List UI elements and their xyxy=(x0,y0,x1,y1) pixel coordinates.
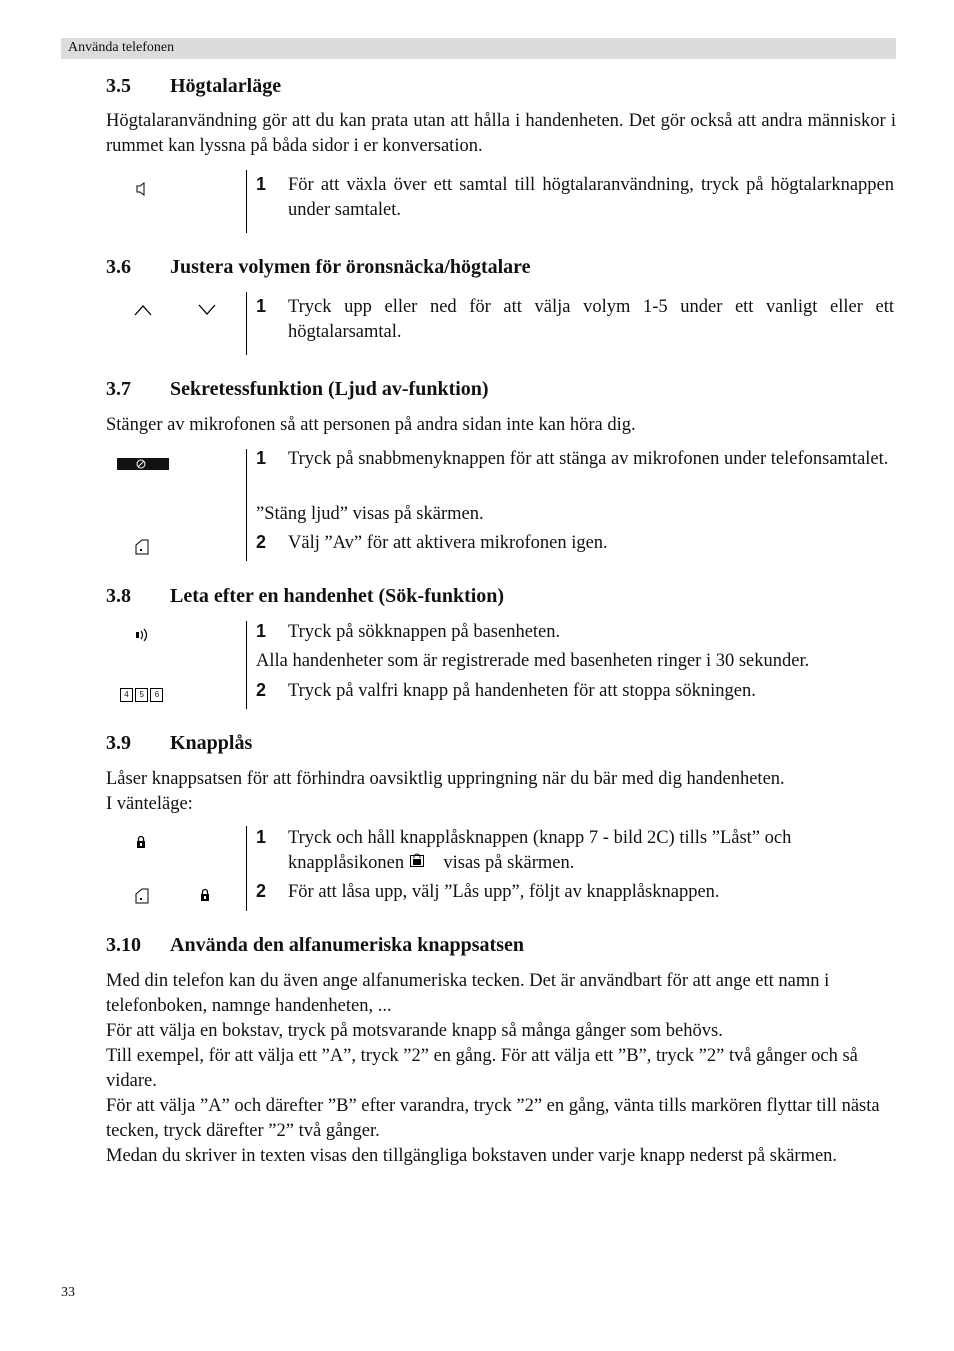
section-intro-3-5: Högtalaranvändning gör att du kan prata utan att hålla i handenheten. Det gör också att andra människor i rummet kan lyssna på båda sidor i er konversation. xyxy=(106,111,896,156)
section-title: Leta efter en handenhet (Sök-funktion) xyxy=(170,585,505,607)
step-note: Alla handenheter som är registrerade med basenheten ringer i 30 sekunder. xyxy=(256,651,810,671)
paging-icon xyxy=(134,627,150,648)
section-number: 3.7 xyxy=(106,378,131,400)
step-text: Tryck på valfri knapp på handenheten för att stoppa sökningen. xyxy=(288,681,756,701)
running-header xyxy=(61,38,896,59)
section-title: Sekretessfunktion (Ljud av-funktion) xyxy=(170,378,489,400)
section-heading-3-6 xyxy=(106,256,896,282)
key-icon: 4 xyxy=(120,688,133,702)
step-divider xyxy=(246,826,247,911)
step-text: För att växla över ett samtal till högtalaranvändning, tryck på högtalarknappen under samtalet. xyxy=(288,175,894,220)
body-paragraph: För att välja ”A” och därefter ”B” efter varandra, tryck ”2” en gång, vänta tills markören flyttar till nästa tecken, tryck därefter ”2” två gånger. xyxy=(106,1096,880,1141)
step-text: För att låsa upp, välj ”Lås upp”, följt av knapplåsknappen. xyxy=(288,882,720,902)
handset-softkey-icon xyxy=(135,888,149,909)
section-heading-3-9 xyxy=(106,732,896,758)
section-title: Högtalarläge xyxy=(170,75,282,97)
step-number: 1 xyxy=(256,827,267,847)
section-heading-3-7 xyxy=(106,378,896,404)
body-paragraph: För att välja en bokstav, tryck på motsvarande knapp så många gånger som behövs. xyxy=(106,1021,723,1041)
section-number: 3.9 xyxy=(106,732,131,754)
section-heading-3-8 xyxy=(106,585,896,611)
section-number: 3.5 xyxy=(106,75,131,97)
keylock-display-icon xyxy=(409,851,439,876)
key-icon: 5 xyxy=(135,688,148,702)
padlock-icon xyxy=(200,888,210,907)
section-intro-3-9: Låser knappsatsen för att förhindra oavsiktlig uppringning när du bär med dig handenheten. xyxy=(106,769,785,789)
section-intro-3-9-standby: I vänteläge: xyxy=(106,794,193,814)
body-paragraph: Medan du skriver in texten visas den tillgängliga bokstaven under varje knapp nederst på skärmen. xyxy=(106,1146,838,1166)
page-number: 33 xyxy=(61,1285,75,1300)
section-number: 3.8 xyxy=(106,585,131,607)
running-title: Använda telefonen xyxy=(68,40,175,55)
body-paragraph: Till exempel, för att välja ett ”A”, tryck ”2” en gång. För att välja ett ”B”, tryck ”2” två gånger och så vidare. xyxy=(106,1046,858,1091)
section-title: Justera volymen för öronsnäcka/högtalare xyxy=(170,256,531,278)
step-number: 1 xyxy=(256,174,267,194)
step-text-part: Tryck och håll knapplåsknappen (knapp 7 - bild 2C) tills ”Låst” och xyxy=(288,828,792,848)
step-text-part: knapplåsikonen xyxy=(288,853,405,873)
step-number: 1 xyxy=(256,296,267,316)
section-title: Använda den alfanumeriska knappsatsen xyxy=(170,934,524,956)
section-title: Knapplås xyxy=(170,732,253,754)
chevron-up-icon xyxy=(133,303,153,322)
step-text: Tryck på snabbmenyknappen för att stänga av mikrofonen under telefonsamtalet. xyxy=(288,449,889,469)
step-text: Tryck upp eller ned för att välja volym 1-5 under ett vanligt eller ett högtalarsamtal. xyxy=(288,297,894,342)
step-divider xyxy=(246,292,247,355)
step-number: 2 xyxy=(256,680,267,700)
step-text: Tryck på sökknappen på basenheten. xyxy=(288,622,561,642)
number-keys-icon xyxy=(120,688,163,702)
step-text: Välj ”Av” för att aktivera mikrofonen igen. xyxy=(288,533,608,553)
section-heading-3-10 xyxy=(106,934,896,960)
key-icon: 6 xyxy=(150,688,163,702)
step-number: 1 xyxy=(256,621,267,641)
section-number: 3.6 xyxy=(106,256,131,278)
padlock-icon xyxy=(136,835,146,854)
section-intro-3-7: Stänger av mikrofonen så att personen på andra sidan inte kan höra dig. xyxy=(106,415,636,435)
step-note: ”Stäng ljud” visas på skärmen. xyxy=(256,504,484,524)
step-number: 2 xyxy=(256,532,267,552)
step-divider xyxy=(246,449,247,561)
step-text xyxy=(288,826,894,876)
step-text-part: visas på skärmen. xyxy=(443,853,575,873)
step-divider xyxy=(246,621,247,709)
step-number: 1 xyxy=(256,448,267,468)
handset-softkey-icon xyxy=(135,539,149,560)
mute-softkey-icon xyxy=(117,457,169,475)
chevron-down-icon xyxy=(197,303,217,322)
speaker-icon xyxy=(136,181,148,202)
section-number: 3.10 xyxy=(106,934,141,956)
step-number: 2 xyxy=(256,881,267,901)
body-paragraph: Med din telefon kan du även ange alfanumeriska tecken. Det är användbart för att ange ett namn i telefonboken, namnge handenheten, ... xyxy=(106,971,830,1016)
section-heading-3-5 xyxy=(106,75,896,101)
step-divider xyxy=(246,170,247,233)
